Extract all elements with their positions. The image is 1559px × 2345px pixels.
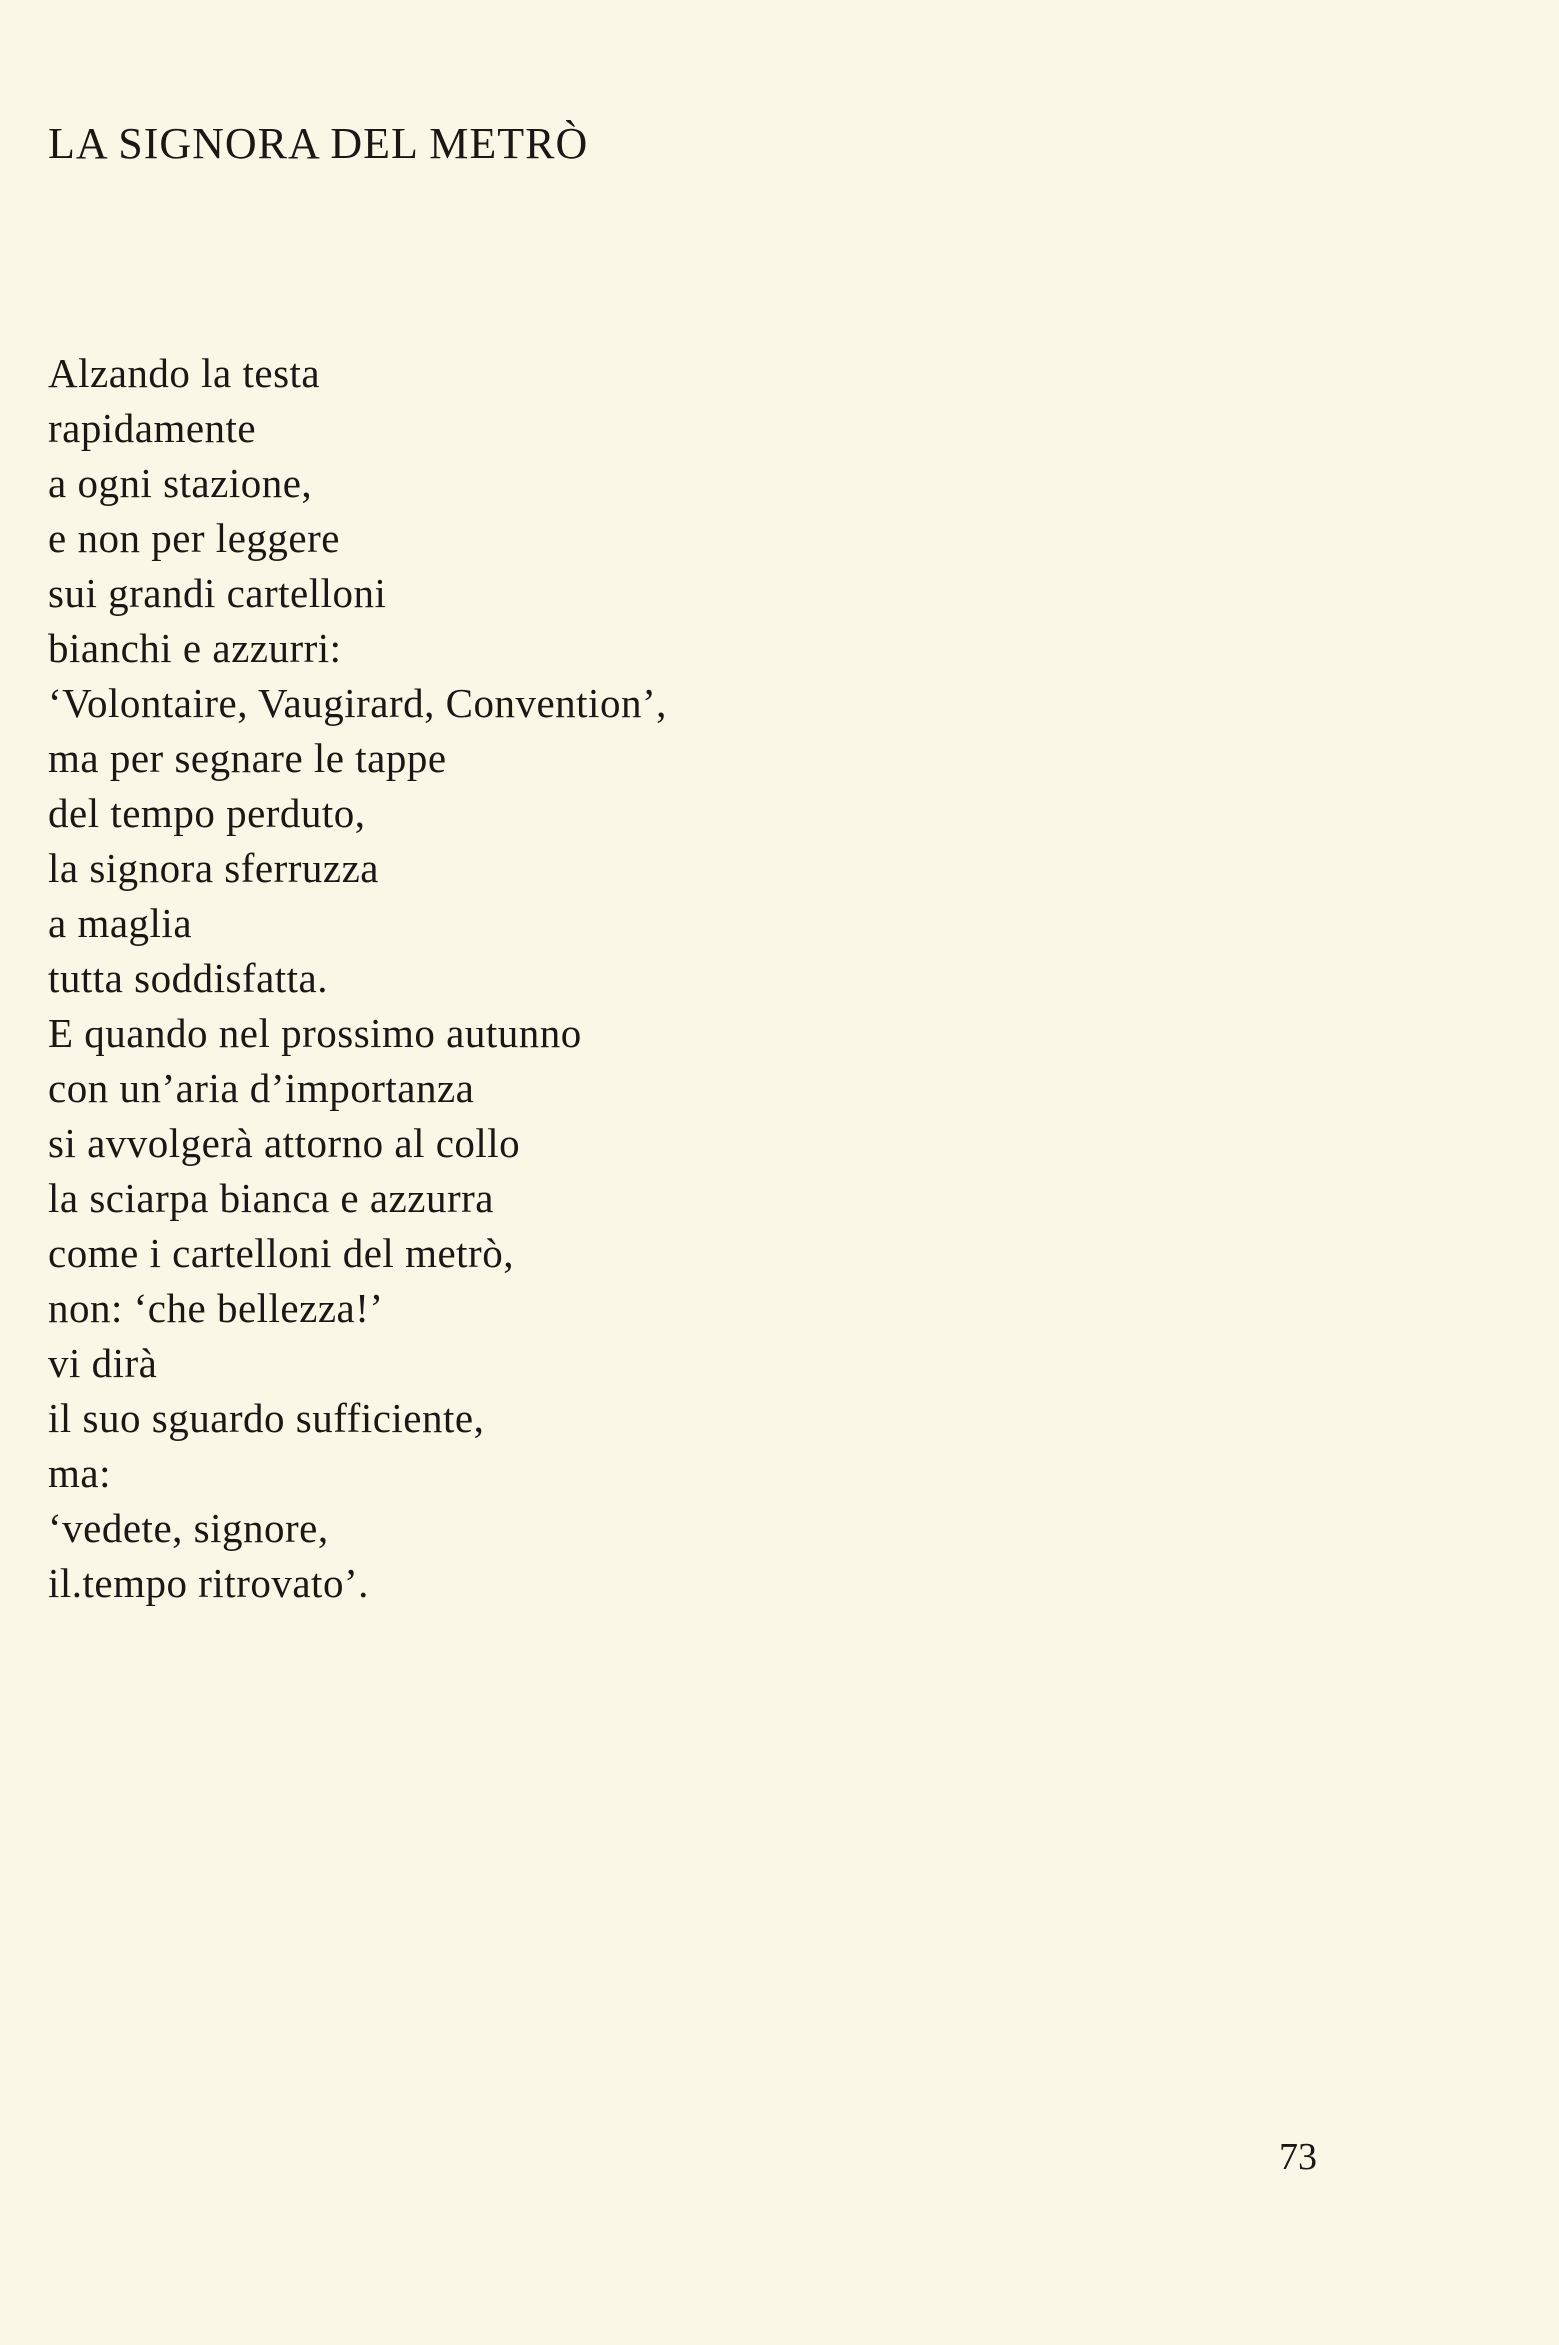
poem-line: con un’aria d’importanza	[48, 1065, 475, 1111]
poem-line: tutta soddisfatta.	[48, 955, 329, 1001]
poem-line: del tempo perduto,	[48, 790, 366, 836]
poem-line: E quando nel prossimo autunno	[48, 1010, 582, 1056]
poem-line: sui grandi cartelloni	[48, 570, 387, 616]
poem-line: ‘Volontaire, Vaugirard, Convention’,	[48, 680, 667, 726]
page-number: 73	[1279, 2136, 1317, 2178]
poem-line: vi dirà	[48, 1340, 158, 1386]
poem-line: il suo sguardo sufficiente,	[48, 1395, 485, 1441]
poem-body	[48, 346, 667, 1611]
poem-line: si avvolgerà attorno al collo	[48, 1120, 521, 1166]
poem-line: la sciarpa bianca e azzurra	[48, 1175, 494, 1221]
poem-line: e non per leggere	[48, 515, 340, 561]
poem-line: ma:	[48, 1450, 111, 1496]
poem-line: bianchi e azzurri:	[48, 625, 342, 671]
poem-line: come i cartelloni del metrò,	[48, 1230, 514, 1276]
poem-line: il.tempo ritrovato’.	[48, 1560, 369, 1606]
poem-line: Alzando la testa	[48, 350, 321, 396]
poem-line: rapidamente	[48, 405, 257, 451]
poem-title: LA SIGNORA DEL METRÒ	[48, 119, 589, 168]
poem-line: ma per segnare le tappe	[48, 735, 447, 781]
poem-line: a maglia	[48, 900, 193, 946]
poem-line: ‘vedete, signore,	[48, 1505, 329, 1551]
poem-line: a ogni stazione,	[48, 460, 313, 506]
poem-line: non: ‘che bellezza!’	[48, 1285, 384, 1331]
poem-line: la signora sferruzza	[48, 845, 379, 891]
